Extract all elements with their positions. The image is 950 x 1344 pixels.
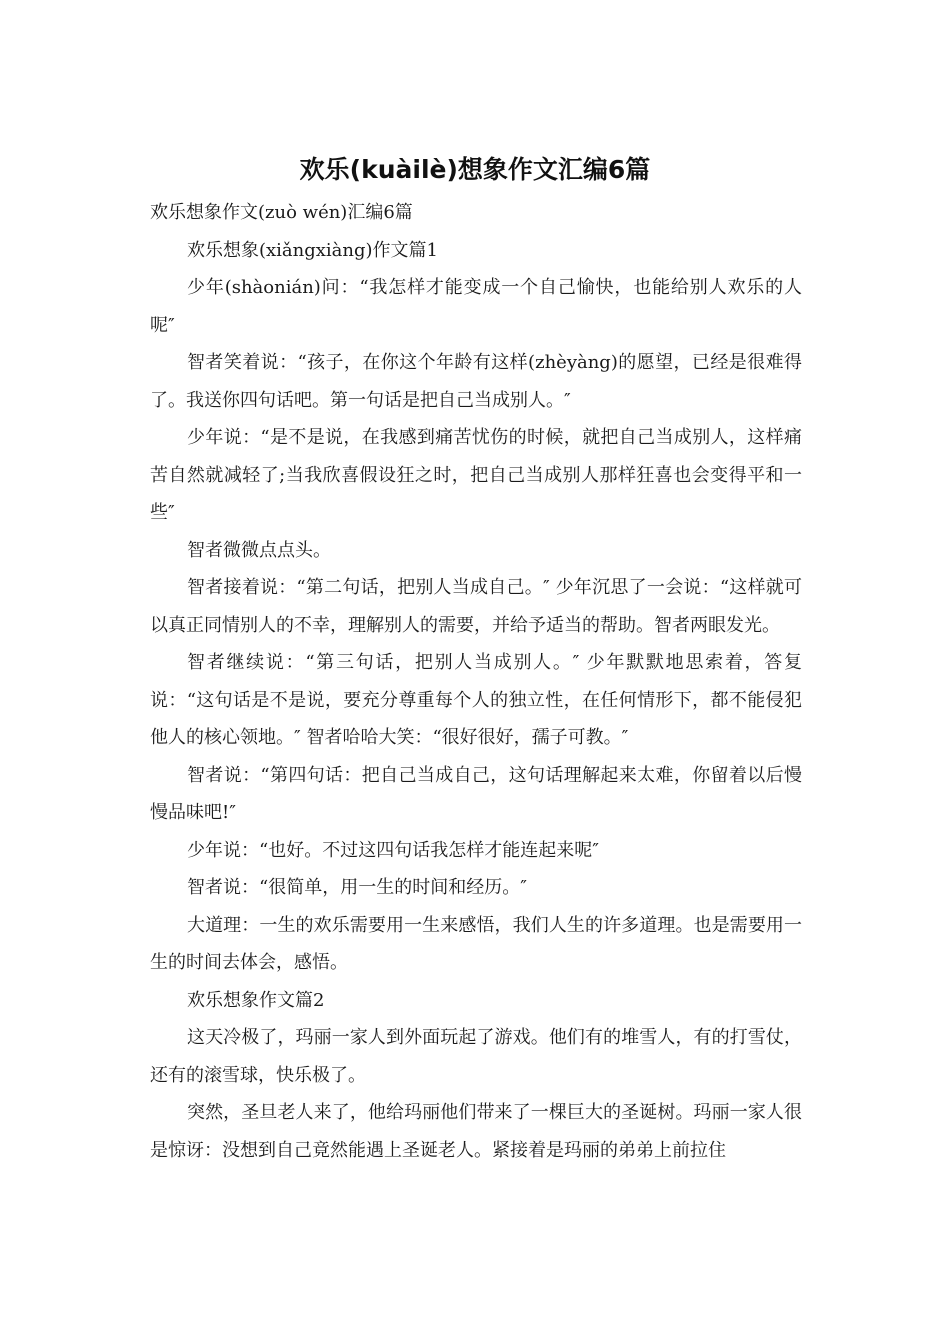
paragraph: 欢乐想象(xiǎngxiàng)作文篇1 — [187, 239, 439, 261]
paragraph: 欢乐想象作文(zuò wén)汇编6篇 — [150, 202, 413, 223]
paragraph: 少年(shàonián)问：“我怎样才能变成一个自己愉快，也能给别人欢乐的人呢″ — [150, 277, 802, 336]
paragraph: 少年说：“是不是说，在我感到痛苦忧伤的时候，就把自己当成别人，这样痛苦自然就减轻了;当我欣喜假设狂之时，把自己当成别人那样狂喜也会变得平和一些″ — [150, 427, 802, 523]
document-body — [150, 194, 802, 1169]
paragraph: 智者说：“第四句话：把自己当成自己，这句话理解起来太难，你留着以后慢慢品味吧!″ — [150, 764, 802, 823]
paragraph: 智者继续说：“第三句话，把别人当成别人。″ 少年默默地思索着，答复说：“这句话是不是说，要充分尊重每个人的独立性，在任何情形下，都不能侵犯他人的核心领地。″ 智者哈哈大笑：“很好很好，孺子可教。″ — [150, 652, 802, 748]
paragraph: 少年说：“也好。不过这四句话我怎样才能连起来呢″ — [187, 839, 599, 861]
paragraph: 欢乐想象作文篇2 — [187, 989, 325, 1011]
paragraph: 智者笑着说：“孩子，在你这个年龄有这样(zhèyàng)的愿望，已经是很难得了。我送你四句话吧。第一句话是把自己当成别人。″ — [150, 352, 802, 411]
paragraph: 大道理：一生的欢乐需要用一生来感悟，我们人生的许多道理。也是需要用一生的时间去体会，感悟。 — [150, 914, 802, 973]
document-title: 欢乐(kuàilè)想象作文汇编6篇 — [299, 155, 651, 184]
paragraph: 智者接着说：“第二句话，把别人当成自己。″ 少年沉思了一会说：“这样就可以真正同情别人的不幸，理解别人的需要，并给予适当的帮助。智者两眼发光。 — [150, 577, 802, 636]
paragraph: 这天冷极了，玛丽一家人到外面玩起了游戏。他们有的堆雪人，有的打雪仗，还有的滚雪球，快乐极了。 — [150, 1027, 802, 1086]
paragraph: 智者微微点点头。 — [187, 539, 331, 561]
paragraph: 智者说：“很简单，用一生的时间和经历。″ — [187, 877, 527, 898]
paragraph: 突然，圣旦老人来了，他给玛丽他们带来了一棵巨大的圣诞树。玛丽一家人很是惊讶：没想到自己竟然能遇上圣诞老人。紧接着是玛丽的弟弟上前拉住 — [150, 1102, 802, 1161]
